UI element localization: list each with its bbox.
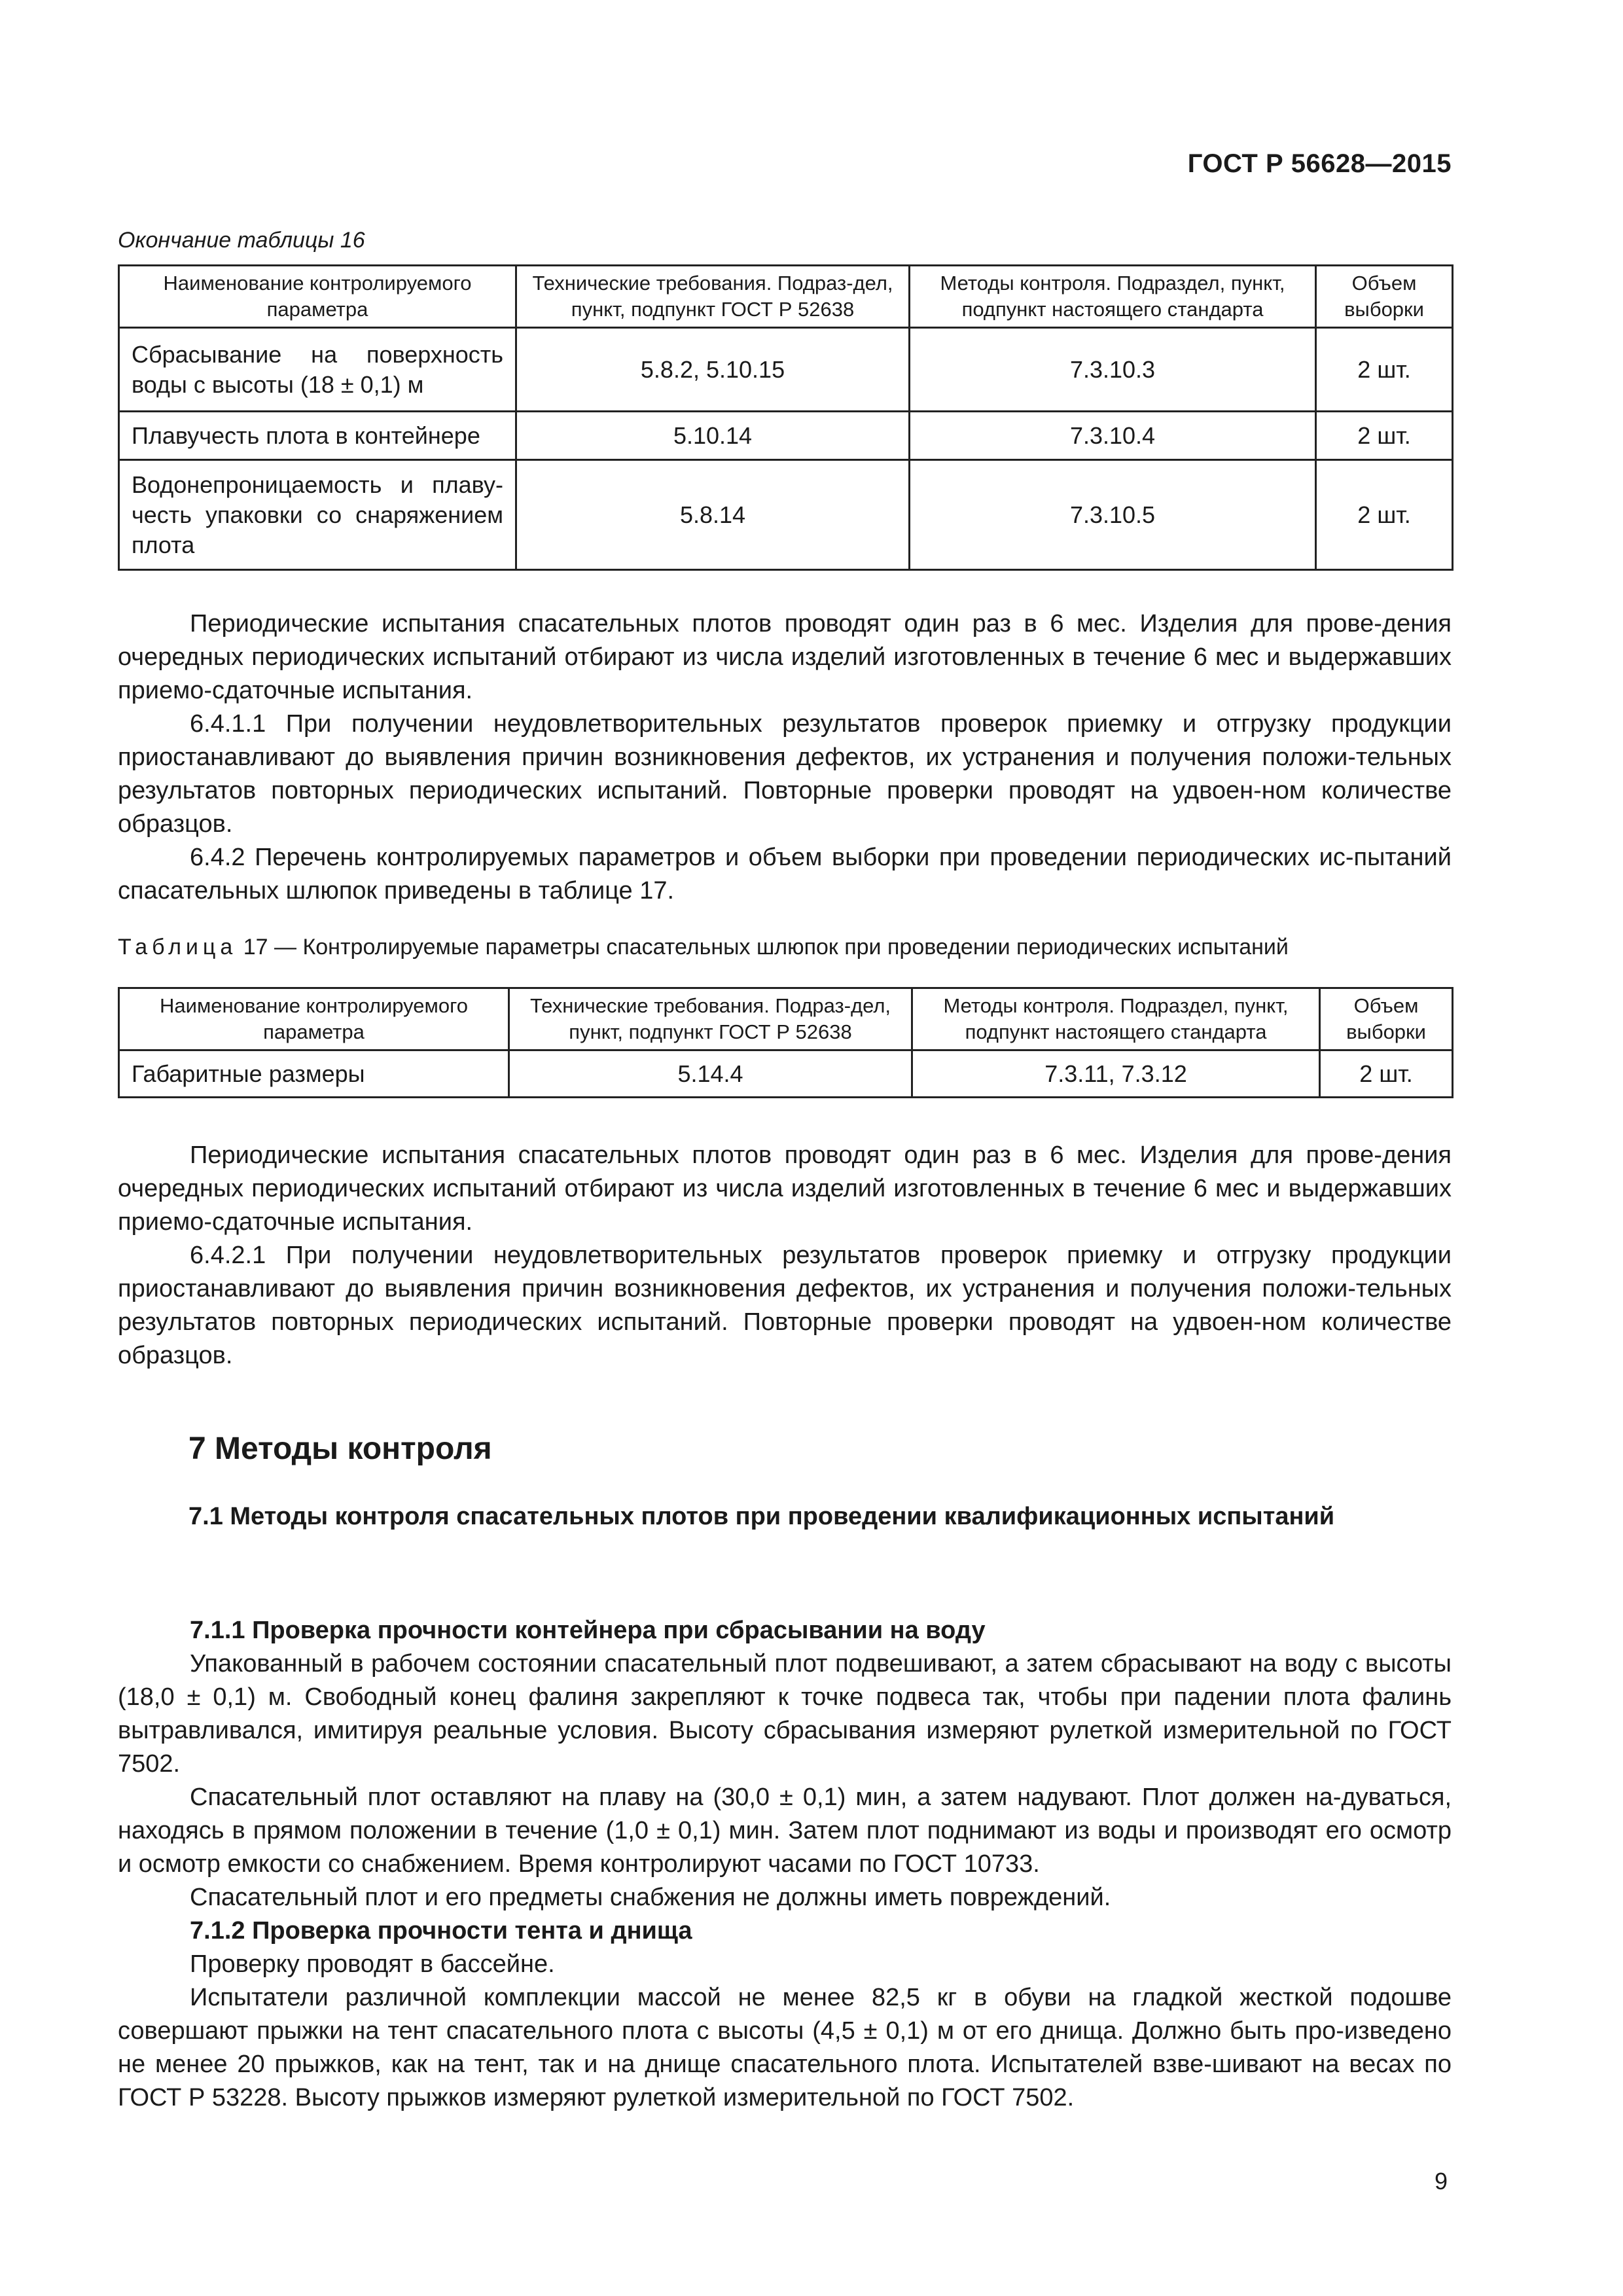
table-cell: 7.3.11, 7.3.12 (912, 1050, 1320, 1098)
table-cell: 2 шт. (1316, 412, 1453, 460)
table-row (119, 412, 1453, 460)
paragraph: 6.4.2 Перечень контролируемых параметров и объем выборки при проведении периодических ис-пытаний спасательных шлюпок приведены в таблице 17. (118, 844, 1452, 905)
table-row (119, 328, 1453, 412)
table-cell: 5.8.2, 5.10.15 (516, 328, 910, 412)
table-cell: 7.3.10.3 (910, 328, 1316, 412)
paragraph: Спасательный плот и его предметы снабжения не должны иметь повреждений. (190, 1884, 1111, 1911)
subsection-heading-7-1: 7.1 Методы контроля спасательных плотов при проведении квалификационных испытаний (188, 1503, 1335, 1530)
table16-header-cell: Технические требования. Подраз-дел, пункт, подпункт ГОСТ Р 52638 (516, 266, 910, 328)
page-number: 9 (1434, 2168, 1448, 2195)
table-cell: 2 шт. (1316, 460, 1453, 570)
table17-header-cell: Наименование контролируемого параметра (119, 988, 509, 1050)
table16-header-cell: Объем выборки (1316, 266, 1453, 328)
table-cell: 7.3.10.4 (910, 412, 1316, 460)
table17-header-cell: Объем выборки (1320, 988, 1453, 1050)
table-cell: 7.3.10.5 (910, 460, 1316, 570)
table-cell: 5.10.14 (516, 412, 910, 460)
table17 (118, 987, 1454, 1098)
table17-caption (118, 935, 1289, 960)
table-cell: Водонепроницаемость и плаву-честь упаковки со снаряжением плота (119, 460, 516, 570)
table-cell: 2 шт. (1316, 328, 1453, 412)
table-cell: 5.14.4 (509, 1050, 912, 1098)
table16-header-cell: Методы контроля. Подраздел, пункт, подпункт настоящего стандарта (910, 266, 1316, 328)
paragraph: Упакованный в рабочем состоянии спасательный плот подвешивают, а затем сбрасывают на воду с высоты (18,0 ± 0,1) м. Свободный конец фалиня закрепляют к точке подвеса так, чтобы при падении плота фалинь вытравливался, имитируя реальные условия. Высоту сбрасывания измеряют рулеткой измерительной по ГОСТ 7502. (118, 1650, 1452, 1778)
subsection-heading-7-1-2: 7.1.2 Проверка прочности тента и днища (190, 1917, 692, 1945)
table-row (119, 460, 1453, 570)
paragraph: 6.4.1.1 При получении неудовлетворительных результатов проверок приемку и отгрузку продукции приостанавливают до выявления причин возникновения дефектов, их устранения и получения положи-тельных результатов повторных периодических испытаний. Повторные проверки проводят на удвоен-ном количестве образцов. (118, 710, 1452, 838)
table17-header-cell: Технические требования. Подраз-дел, пункт, подпункт ГОСТ Р 52638 (509, 988, 912, 1050)
table-cell: Плавучесть плота в контейнере (119, 412, 516, 460)
text-block-section7 (118, 1614, 1452, 2115)
text-block-periodic-boats (118, 1139, 1452, 1372)
table16-header-cell: Наименование контролируемого параметра (119, 266, 516, 328)
section-heading-7: 7 Методы контроля (188, 1431, 492, 1466)
paragraph: Спасательный плот оставляют на плаву на (30,0 ± 0,1) мин, а затем надувают. Плот должен на-дуваться, находясь в прямом положении в течение (1,0 ± 0,1) мин. Затем плот поднимают из воды и производят его осмотр и осмотр емкости со снабжением. Время контролируют часами по ГОСТ 10733. (118, 1784, 1452, 1878)
table17-caption-label: Таблица (118, 935, 238, 960)
table-row (119, 1050, 1453, 1098)
table17-caption-text: 17 — Контролируемые параметры спасательных шлюпок при проведении периодических испытаний (237, 935, 1289, 960)
paragraph: Периодические испытания спасательных плотов проводят один раз в 6 мес. Изделия для прове-дения очередных периодических испытаний отбирают из числа изделий изготовленных в течение 6 мес и выдержавших приемо-сдаточные испытания. (118, 610, 1452, 704)
document-id: ГОСТ Р 56628—2015 (1187, 149, 1452, 178)
table17-header-cell: Методы контроля. Подраздел, пункт, подпункт настоящего стандарта (912, 988, 1320, 1050)
table17-header-row (119, 988, 1453, 1050)
table-cell: Габаритные размеры (119, 1050, 509, 1098)
table16-caption: Окончание таблицы 16 (118, 228, 365, 253)
paragraph: Периодические испытания спасательных плотов проводят один раз в 6 мес. Изделия для прове-дения очередных периодических испытаний отбирают из числа изделий изготовленных в течение 6 мес и выдержавших приемо-сдаточные испытания. (118, 1141, 1452, 1236)
table-cell: Сбрасывание на поверхность воды с высоты (18 ± 0,1) м (119, 328, 516, 412)
table-cell: 2 шт. (1320, 1050, 1453, 1098)
table16-header-row (119, 266, 1453, 328)
table-cell: 5.8.14 (516, 460, 910, 570)
paragraph: 6.4.2.1 При получении неудовлетворительных результатов проверок приемку и отгрузку продукции приостанавливают до выявления причин возникновения дефектов, их устранения и получения положи-тельных результатов повторных периодических испытаний. Повторные проверки проводят на удвоен-ном количестве образцов. (118, 1242, 1452, 1369)
paragraph: Проверку проводят в бассейне. (190, 1950, 555, 1978)
text-block-periodic-rafts (118, 607, 1452, 908)
subsection-heading-7-1-1: 7.1.1 Проверка прочности контейнера при сбрасывании на воду (190, 1617, 986, 1644)
paragraph: Испытатели различной комплекции массой не менее 82,5 кг в обуви на гладкой жесткой подошве совершают прыжки на тент спасательного плота с высоты (4,5 ± 0,1) м от его днища. Должно быть про-изведено не менее 20 прыжков, как на тент, так и на днище спасательного плота. Испытателей взве-шивают на весах по ГОСТ Р 53228. Высоту прыжков измеряют рулеткой измерительной по ГОСТ 7502. (118, 1984, 1452, 2111)
table16 (118, 264, 1454, 571)
